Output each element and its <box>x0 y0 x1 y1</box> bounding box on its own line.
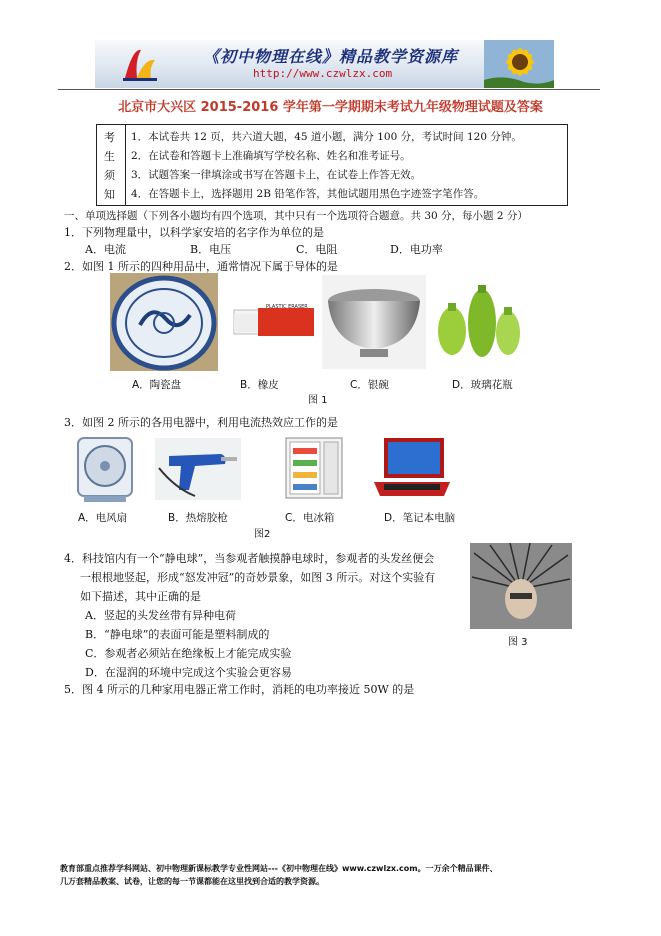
figure-3-label: 图 3 <box>508 637 528 648</box>
ceramic-plate-image <box>110 273 218 371</box>
site-logo-icon <box>119 44 163 84</box>
sunflower-icon <box>484 40 554 88</box>
figure-1-caption: B．橡皮 <box>240 379 279 391</box>
figure-1-caption: D．玻璃花瓶 <box>452 379 513 391</box>
notice-label-char: 考 <box>104 131 115 144</box>
exam-notice-box <box>96 124 568 206</box>
notice-label-column <box>97 125 126 205</box>
question-1-option: D．电功率 <box>390 243 443 256</box>
banner-title: 《初中物理在线》精品教学资源库 <box>203 47 459 66</box>
figure-2-caption: C．电冰箱 <box>285 512 335 524</box>
eraser-image <box>230 300 316 340</box>
question-4-option: D．在湿润的环境中完成这个实验会更容易 <box>85 666 292 679</box>
banner-url: http://www.czwlzx.com <box>253 67 393 80</box>
question-4-option: C．参观者必须站在绝缘板上才能完成实验 <box>85 647 292 660</box>
footer-line: 教育部重点推荐学科网站、初中物理新课标教学专业性网站---《初中物理在线》www.czwlzx.com。一万余个精品课件、 <box>60 864 498 873</box>
figure-1-label: 图 1 <box>308 395 328 406</box>
figure-1-caption: C．银碗 <box>350 379 389 391</box>
header-rule <box>58 89 600 90</box>
notice-item: 4．在答题卡上，选择题用 2B 铅笔作答，其他试题用黑色字迹签字笔作答。 <box>131 188 485 200</box>
page-footer <box>60 862 620 888</box>
notice-label-char: 须 <box>104 169 115 182</box>
question-3-stem: 3．如图 2 所示的各用电器中，利用电流热效应工作的是 <box>64 416 338 429</box>
notice-item: 2．在试卷和答题卡上准确填写学校名称、姓名和准考证号。 <box>131 150 411 162</box>
footer-line: 几万套精品教案、试卷，让您的每一节课都能在这里找到合适的教学资源。 <box>60 877 324 886</box>
question-1-option: C．电阻 <box>296 243 338 256</box>
question-5-stem: 5．图 4 所示的几种家用电器正常工作时，消耗的电功率接近 50W 的是 <box>64 683 415 696</box>
question-2-stem: 2．如图 1 所示的四种用品中，通常情况下属于导体的是 <box>64 260 338 273</box>
laptop-image <box>370 434 454 502</box>
question-1-option: B．电压 <box>190 243 232 256</box>
figure-2-label: 图2 <box>254 529 271 540</box>
question-4-stem: 4．科技馆内有一个“静电球”，当参观者触摸静电球时，参观者的头发丝便会 <box>64 552 435 565</box>
question-4-option: A．竖起的头发丝带有异种电荷 <box>85 609 236 622</box>
notice-item: 1．本试卷共 12 页，共六道大题，45 道小题，满分 100 分，考试时间 120 分钟。 <box>131 131 522 143</box>
eraser-brand-text: PLASTIC ERASER <box>266 304 308 310</box>
refrigerator-image <box>284 436 344 500</box>
figure-2-caption: A．电风扇 <box>78 512 128 524</box>
notice-label-char: 知 <box>104 188 115 201</box>
document-title: 北京市大兴区 2015-2016 学年第一学期期末考试九年级物理试题及答案 <box>118 100 543 115</box>
question-1-stem: 1．下列物理量中，以科学家安培的名字作为单位的是 <box>64 226 324 239</box>
static-hair-photo <box>470 543 572 629</box>
hot-glue-gun-image <box>155 438 241 500</box>
question-4-stem: 如下描述，其中正确的是 <box>80 590 201 603</box>
electric-fan-image <box>74 436 136 504</box>
section-heading: 一、单项选择题（下列各小题均有四个选项，其中只有一个选项符合题意。共 30 分，每小题 2 分） <box>64 210 528 222</box>
glass-vase-image <box>430 275 526 369</box>
figure-1-caption: A．陶瓷盘 <box>132 379 182 391</box>
figure-2-caption: D．笔记本电脑 <box>384 512 456 524</box>
figure-2-caption: B．热熔胶枪 <box>168 512 228 524</box>
notice-label-char: 生 <box>104 150 115 163</box>
question-1-option: A．电流 <box>85 243 126 256</box>
header-banner <box>95 40 554 88</box>
question-4-stem: 一根根地竖起，形成“怒发冲冠”的奇妙景象，如图 3 所示。对这个实验有 <box>80 571 436 584</box>
silver-bowl-image <box>322 275 426 369</box>
notice-item: 3．试题答案一律填涂或书写在答题卡上，在试卷上作答无效。 <box>131 169 422 181</box>
question-4-option: B．“静电球”的表面可能是塑料制成的 <box>85 628 270 641</box>
